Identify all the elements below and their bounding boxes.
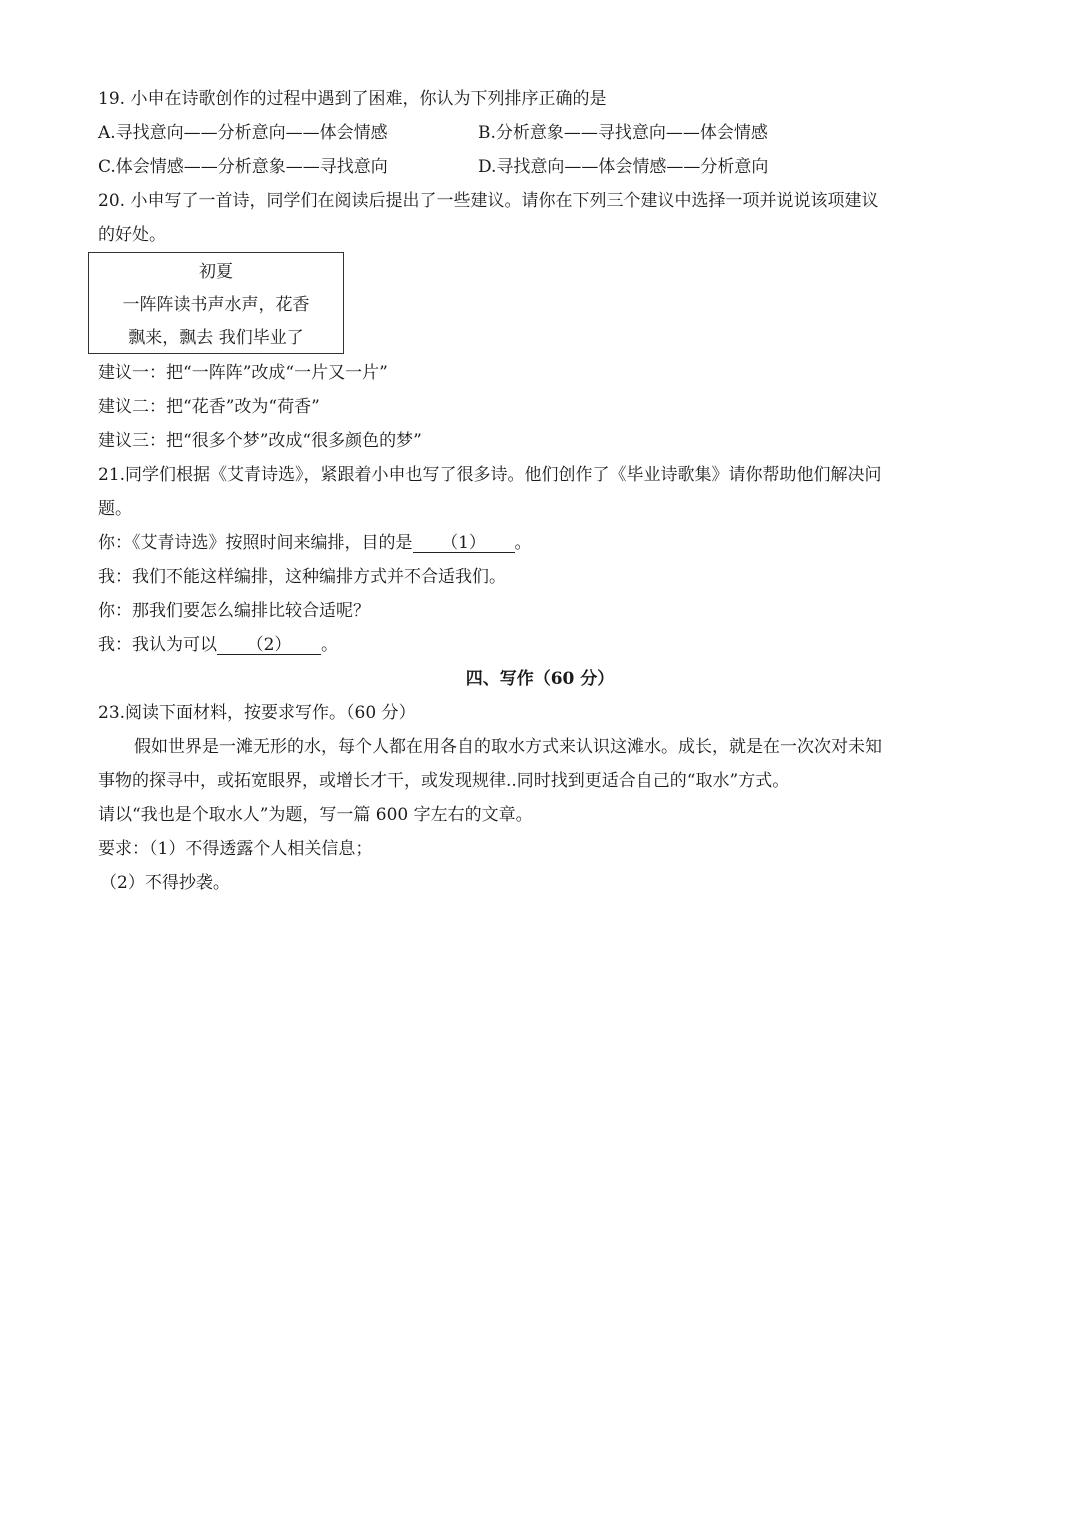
section-heading-writing: 四、写作（60 分） [465, 669, 615, 689]
answer-blank-2[interactable]: （2） [217, 636, 321, 655]
q19-option-b: B.分析意象——寻找意向——体会情感 [478, 123, 768, 143]
q23-requirement-1: 要求：（1）不得透露个人相关信息； [98, 839, 373, 859]
q21-dialogue-4-text: 我：我认为可以 [98, 635, 217, 655]
q19-option-d: D.寻找意向——体会情感——分析意向 [478, 157, 769, 177]
q19-stem: 19. 小申在诗歌创作的过程中遇到了困难，你认为下列排序正确的是 [98, 89, 607, 109]
poem-box [88, 252, 344, 354]
q23-task: 请以“我也是个取水人”为题，写一篇 600 字左右的文章。 [98, 805, 533, 825]
q21-dialogue-1 [98, 533, 532, 553]
q21-dialogue-4 [98, 635, 338, 655]
q21-dialogue-2: 我：我们不能这样编排，这种编排方式并不合适我们。 [98, 567, 506, 587]
poem-line-1: 一阵阵读书声水声，花香 [122, 295, 310, 315]
q23-material-line1: 假如世界是一滩无形的水，每个人都在用各自的取水方式来认识这滩水。成长，就是在一次次对未知 [134, 737, 882, 757]
q20-suggestion-3: 建议三：把“很多个梦”改成“很多颜色的梦” [98, 431, 422, 451]
q20-stem-line1: 20. 小申写了一首诗，同学们在阅读后提出了一些建议。请你在下列三个建议中选择一项并说说该项建议 [98, 191, 879, 211]
q20-suggestion-2: 建议二：把“花香”改为“荷香” [98, 397, 320, 417]
poem-line-2: 飘来，飘去 我们毕业了 [128, 328, 304, 348]
q21-stem-line1: 21.同学们根据《艾青诗选》，紧跟着小申也写了很多诗。他们创作了《毕业诗歌集》请你帮助他们解决问 [98, 465, 882, 485]
q21-stem-line2: 题。 [98, 499, 132, 519]
q23-requirement-2: （2）不得抄袭。 [100, 873, 230, 893]
q21-dialogue-4-end: 。 [321, 635, 338, 655]
q19-option-a: A.寻找意向——分析意向——体会情感 [98, 123, 388, 143]
q23-stem: 23.阅读下面材料，按要求写作。（60 分） [98, 703, 416, 723]
q21-dialogue-1-end: 。 [514, 533, 532, 553]
q21-dialogue-3: 你：那我们要怎么编排比较合适呢？ [98, 601, 370, 621]
q21-dialogue-1-text: 你：《艾青诗选》按照时间来编排，目的是 [98, 533, 413, 553]
answer-blank-1[interactable]: （1） [413, 534, 515, 553]
q20-stem-line2: 的好处。 [98, 225, 166, 245]
q23-material-line2: 事物的探寻中，或拓宽眼界，或增长才干，或发现规律..同时找到更适合自己的“取水”方式。 [98, 771, 790, 791]
q19-option-c: C.体会情感——分析意象——寻找意向 [98, 157, 388, 177]
q20-suggestion-1: 建议一：把“一阵阵”改成“一片又一片” [98, 363, 388, 383]
poem-title: 初夏 [199, 262, 233, 282]
